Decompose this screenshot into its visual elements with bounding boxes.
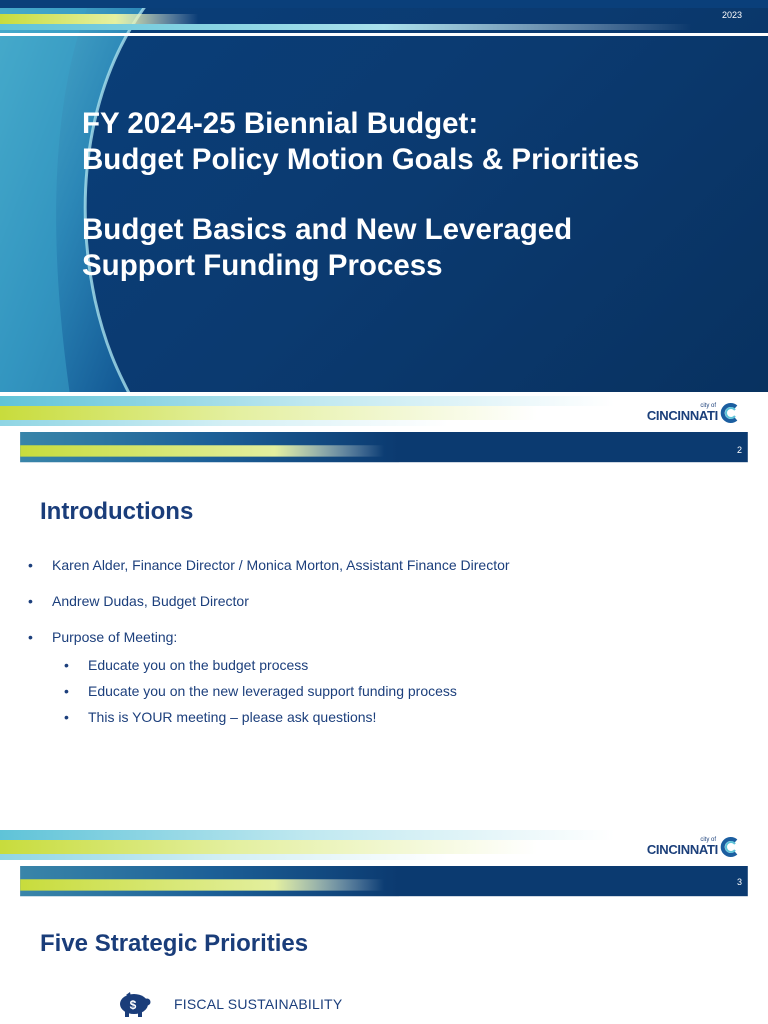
sub-list-item-text: This is YOUR meeting – please ask questions! <box>88 709 377 725</box>
logo-city-of: city of <box>700 403 716 409</box>
dollar-glyph: $ <box>129 998 137 1012</box>
slide-heading: Five Strategic Priorities <box>40 930 309 957</box>
title-line-2: Budget Policy Motion Goals & Priorities <box>82 143 640 176</box>
bullet-glyph: • <box>64 657 69 673</box>
cincinnati-logo <box>647 402 740 424</box>
slide-title <box>82 106 752 284</box>
list-item <box>28 628 748 646</box>
cincinnati-c-icon <box>718 402 740 424</box>
list-item-text: Purpose of Meeting: <box>52 629 178 645</box>
sub-list-item <box>64 656 748 674</box>
logo-city-of: city of <box>700 837 716 843</box>
slide3-header-band <box>0 866 768 902</box>
top-stripes <box>0 0 768 40</box>
title-slide <box>0 0 768 432</box>
bullet-glyph: • <box>64 683 69 699</box>
cincinnati-c-icon <box>718 836 740 858</box>
bullet-glyph: • <box>28 557 33 573</box>
logo-wordmark: CINCINNATI <box>646 842 718 857</box>
sub-list-item-text: Educate you on the budget process <box>88 657 309 673</box>
sub-list-item-text: Educate you on the new leveraged support funding process <box>88 683 457 699</box>
list-item-text: Andrew Dudas, Budget Director <box>52 593 249 609</box>
slide-heading: Introductions <box>40 498 194 525</box>
bullet-glyph: • <box>64 709 69 725</box>
sub-list-item <box>64 708 748 726</box>
bullet-list <box>28 556 748 734</box>
logo-wordmark: CINCINNATI <box>646 408 718 423</box>
title-line-4: Support Funding Process <box>82 249 443 282</box>
title-line-3: Budget Basics and New Leveraged <box>82 213 573 246</box>
piggy-bank-dollar-icon <box>116 990 152 1018</box>
slide-year: 2023 <box>721 10 742 20</box>
list-item <box>28 592 748 610</box>
slide2-header-band <box>0 432 768 468</box>
slide-number: 2 <box>736 445 742 455</box>
cincinnati-logo <box>647 836 740 858</box>
priority-item <box>116 990 342 1018</box>
slide-number: 3 <box>736 877 742 887</box>
bullet-glyph: • <box>28 593 33 609</box>
list-item <box>28 556 748 574</box>
sub-list-item <box>64 682 748 700</box>
priority-label: FISCAL SUSTAINABILITY <box>174 996 343 1012</box>
list-item-text: Karen Alder, Finance Director / Monica Morton, Assistant Finance Director <box>52 557 510 573</box>
title-spacer <box>82 178 752 212</box>
title-line-1: FY 2024-25 Biennial Budget: <box>82 107 479 140</box>
bullet-glyph: • <box>28 629 33 645</box>
